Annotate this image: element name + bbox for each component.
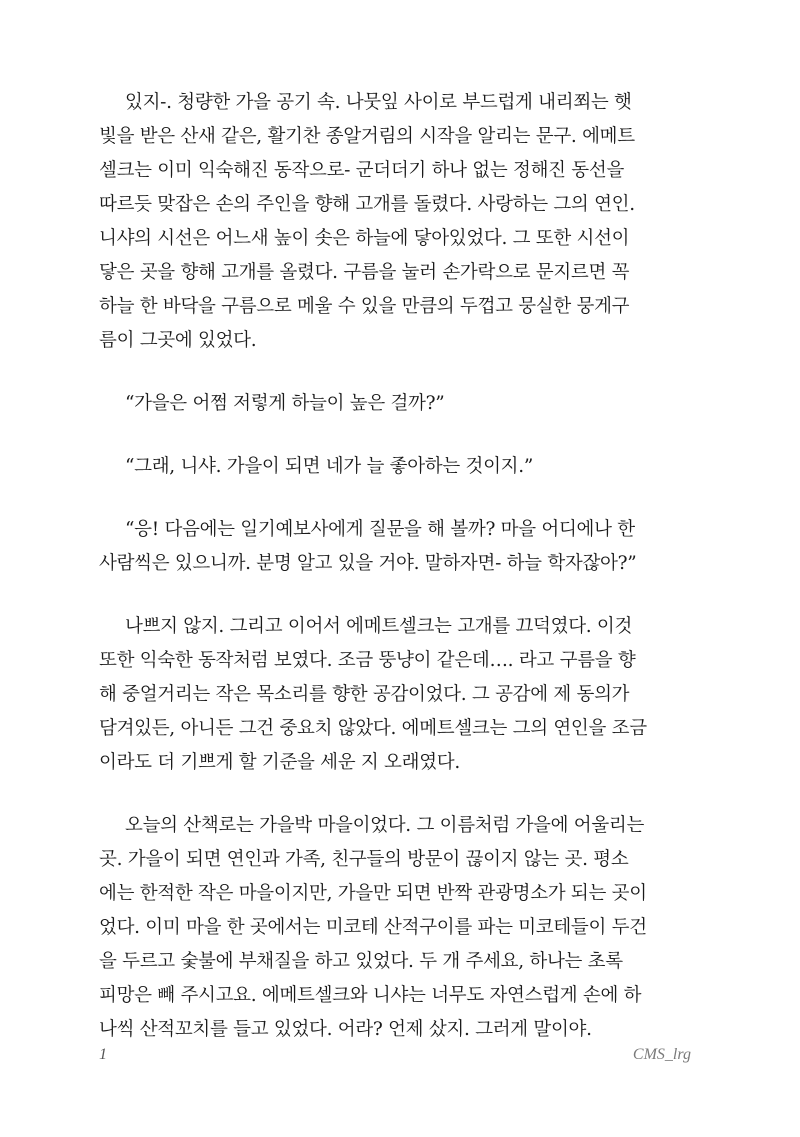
text-line: 빛을 받은 산새 같은, 활기찬 종알거림의 시작을 알리는 문구. 에메트 — [99, 126, 635, 147]
text-line: 닿은 곳을 향해 고개를 올렸다. 구름을 눌러 손가락으로 문지르면 꼭 — [99, 262, 630, 283]
text-line: “응! 다음에는 일기예보사에게 질문을 해 볼까? 마을 어디에나 한 — [125, 519, 635, 540]
text-line: 을 두르고 숯불에 부채질을 하고 있었다. 두 개 주세요, 하나는 초록 — [99, 951, 623, 972]
text-line: 피망은 빼 주시고요. 에메트셀크와 니샤는 너무도 자연스럽게 손에 하 — [99, 985, 642, 1006]
text-line: “가을은 어쩜 저렇게 하늘이 높은 걸까?” — [125, 393, 445, 414]
text-line: 사람씩은 있으니까. 분명 알고 있을 거야. 말하자면- 하늘 학자잖아?” — [99, 553, 637, 574]
text-line: 담겨있든, 아니든 그건 중요치 않았다. 에메트셀크는 그의 연인을 조금 — [99, 718, 647, 739]
text-line: 이라도 더 기쁘게 할 기준을 세운 지 오래였다. — [99, 752, 460, 773]
text-line: 해 중얼거리는 작은 목소리를 향한 공감이었다. 그 공감에 제 동의가 — [99, 684, 630, 705]
page-number: 1 — [99, 1046, 107, 1063]
paragraph-2-dialogue — [99, 387, 711, 421]
text-line: 있지-. 청량한 가을 공기 속. 나뭇잎 사이로 부드럽게 내리쬐는 햇 — [125, 92, 632, 113]
text-line: 하늘 한 바닥을 구름으로 메울 수 있을 만큼의 두껍고 뭉실한 뭉게구 — [99, 296, 630, 317]
paragraph-3-dialogue — [99, 450, 711, 484]
text-line: 또한 익숙한 동작처럼 보였다. 조금 뚱냥이 같은데…. 라고 구름을 향 — [99, 650, 636, 671]
text-line: “그래, 니샤. 가을이 되면 네가 늘 좋아하는 것이지.” — [125, 456, 533, 477]
paragraph-4-dialogue — [99, 513, 711, 581]
paragraph-6 — [99, 809, 711, 1047]
text-line: 었다. 이미 마을 한 곳에서는 미코테 산적구이를 파는 미코테들이 두건 — [99, 917, 647, 938]
paragraph-5 — [99, 610, 711, 780]
text-line: 셀크는 이미 익숙해진 동작으로- 군더더기 하나 없는 정해진 동선을 — [99, 160, 625, 181]
page-footer — [99, 1046, 691, 1070]
paragraph-1 — [99, 86, 711, 358]
text-line: 니샤의 시선은 어느새 높이 솟은 하늘에 닿아있었다. 그 또한 시선이 — [99, 228, 630, 249]
text-line: 름이 그곳에 있었다. — [99, 330, 257, 351]
text-line: 곳. 가을이 되면 연인과 가족, 친구들의 방문이 끊이지 않는 곳. 평소 — [99, 849, 629, 870]
text-line: 오늘의 산책로는 가을박 마을이었다. 그 이름처럼 가을에 어울리는 — [125, 815, 645, 836]
text-line: 에는 한적한 작은 마을이지만, 가을만 되면 반짝 관광명소가 되는 곳이 — [99, 883, 647, 904]
text-line: 나쁘지 않지. 그리고 이어서 에메트셀크는 고개를 끄덕였다. 이것 — [125, 616, 633, 637]
text-line: 따르듯 맞잡은 손의 주인을 향해 고개를 돌렸다. 사랑하는 그의 연인. — [99, 194, 635, 215]
story-body — [99, 86, 711, 1076]
text-line: 나씩 산적꼬치를 들고 있었다. 어라? 언제 샀지. 그러게 말이야. — [99, 1019, 592, 1040]
author-mark: CMS_lrg — [632, 1046, 691, 1063]
